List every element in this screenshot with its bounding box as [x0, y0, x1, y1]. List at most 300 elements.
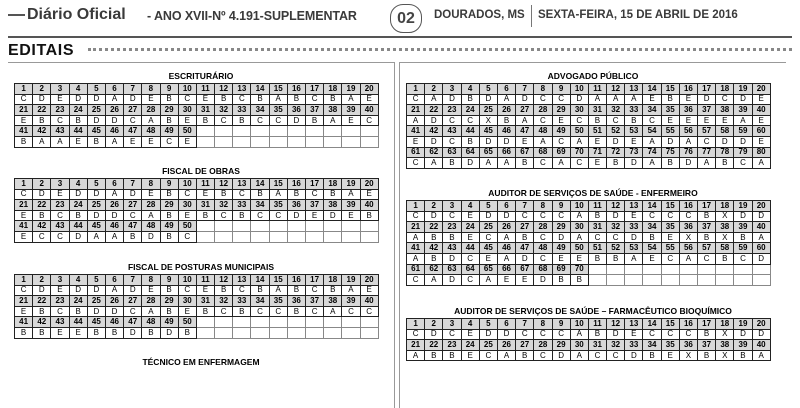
question-number-cell: 13	[625, 84, 643, 95]
answer-cell: C	[661, 211, 679, 222]
question-number-cell: 18	[324, 179, 342, 190]
answer-cell: D	[105, 115, 123, 126]
answer-cell: E	[15, 231, 33, 242]
answer-cell: D	[124, 189, 142, 200]
question-number-cell: 61	[407, 264, 425, 275]
empty-cell	[196, 126, 214, 137]
answer-cell: D	[607, 136, 625, 147]
answer-key-table	[406, 318, 771, 361]
empty-cell	[287, 136, 305, 147]
answer-cell: C	[534, 232, 552, 243]
answer-cell: C	[698, 136, 716, 147]
question-number-cell: 24	[69, 200, 87, 211]
question-number-cell: 27	[124, 105, 142, 116]
answer-cell: A	[342, 94, 360, 105]
empty-cell	[324, 231, 342, 242]
question-number-cell: 7	[124, 275, 142, 286]
question-number-cell: 46	[105, 317, 123, 328]
answer-cell: E	[479, 253, 497, 264]
answer-cell: D	[425, 136, 443, 147]
question-number-cell: 50	[178, 126, 196, 137]
answer-cell: X	[716, 329, 734, 340]
answer-cell: B	[160, 189, 178, 200]
question-number-cell: 8	[142, 275, 160, 286]
answer-cell: D	[87, 115, 105, 126]
answer-cell: D	[33, 189, 51, 200]
question-number-cell: 7	[516, 201, 534, 212]
question-number-cell: 27	[516, 222, 534, 233]
empty-cell	[360, 221, 378, 232]
answer-cell: E	[516, 275, 534, 286]
answer-cell: C	[534, 115, 552, 126]
question-number-cell: 49	[552, 126, 570, 137]
empty-cell	[196, 327, 214, 338]
question-number-cell: 38	[716, 105, 734, 116]
answer-cell: B	[324, 285, 342, 296]
answer-cell: D	[679, 158, 697, 169]
question-number-row	[407, 201, 771, 212]
answer-cell: E	[461, 232, 479, 243]
answer-cell: C	[534, 94, 552, 105]
question-number-row	[407, 84, 771, 95]
question-number-cell: 45	[87, 317, 105, 328]
answer-cell: E	[407, 136, 425, 147]
answer-cell: C	[643, 329, 661, 340]
question-number-cell: 42	[425, 126, 443, 137]
answer-cell: D	[124, 94, 142, 105]
empty-cell	[269, 136, 287, 147]
answer-cell: B	[87, 136, 105, 147]
question-number-cell: 35	[661, 222, 679, 233]
answer-cell: B	[215, 285, 233, 296]
answer-cell: E	[342, 210, 360, 221]
answer-cell: C	[679, 329, 697, 340]
question-number-cell: 67	[516, 264, 534, 275]
empty-cell	[342, 317, 360, 328]
answer-cell: C	[178, 285, 196, 296]
question-number-cell: 44	[69, 221, 87, 232]
question-number-cell: 22	[33, 105, 51, 116]
question-number-cell: 12	[215, 275, 233, 286]
empty-cell	[607, 275, 625, 286]
question-number-cell: 49	[160, 317, 178, 328]
question-number-cell: 35	[661, 105, 679, 116]
answer-cell: B	[497, 115, 515, 126]
answer-cell: B	[461, 94, 479, 105]
question-number-cell: 10	[570, 319, 588, 330]
answer-cell: B	[698, 350, 716, 361]
empty-cell	[251, 231, 269, 242]
answer-cell: C	[534, 253, 552, 264]
empty-cell	[607, 264, 625, 275]
answer-cell: C	[516, 211, 534, 222]
empty-cell	[269, 221, 287, 232]
empty-cell	[342, 231, 360, 242]
question-number-cell: 59	[734, 126, 752, 137]
question-number-cell: 11	[588, 201, 606, 212]
answer-cell: E	[661, 232, 679, 243]
answer-cell: D	[124, 285, 142, 296]
question-number-cell: 2	[425, 319, 443, 330]
answer-cell: D	[734, 211, 752, 222]
question-number-cell: 8	[142, 84, 160, 95]
answer-cell: D	[625, 158, 643, 169]
answer-cell: B	[661, 94, 679, 105]
answer-cell: A	[752, 232, 770, 243]
answer-cell: C	[269, 210, 287, 221]
answer-cell: E	[178, 210, 196, 221]
question-number-cell: 16	[679, 201, 697, 212]
question-number-cell: 11	[196, 84, 214, 95]
answer-cell: C	[178, 231, 196, 242]
answer-cell: E	[196, 285, 214, 296]
question-number-cell: 15	[661, 84, 679, 95]
answer-cell: A	[570, 232, 588, 243]
answer-cell: C	[51, 210, 69, 221]
question-number-cell: 33	[625, 340, 643, 351]
answer-cell: B	[69, 306, 87, 317]
answer-row	[407, 158, 771, 169]
question-number-cell: 14	[643, 201, 661, 212]
answer-cell: D	[534, 275, 552, 286]
question-number-cell: 21	[407, 222, 425, 233]
question-number-cell: 16	[287, 179, 305, 190]
question-number-cell: 8	[142, 179, 160, 190]
question-number-cell: 3	[51, 275, 69, 286]
question-number-cell: 25	[87, 296, 105, 307]
question-number-cell: 37	[306, 200, 324, 211]
empty-cell	[215, 317, 233, 328]
question-number-cell: 43	[51, 317, 69, 328]
empty-cell	[215, 136, 233, 147]
question-number-cell: 26	[497, 340, 515, 351]
question-number-row	[15, 84, 379, 95]
answer-cell: B	[142, 327, 160, 338]
question-number-cell: 28	[534, 222, 552, 233]
answer-key-title: ADVOGADO PÚBLICO	[547, 71, 639, 81]
answer-cell: A	[679, 136, 697, 147]
answer-cell: A	[479, 158, 497, 169]
answer-cell: D	[69, 189, 87, 200]
answer-cell: E	[752, 94, 770, 105]
question-number-cell: 13	[625, 319, 643, 330]
question-number-cell: 38	[716, 340, 734, 351]
answer-cell: E	[461, 211, 479, 222]
question-number-cell: 40	[360, 200, 378, 211]
answer-cell: C	[552, 211, 570, 222]
question-number-cell: 69	[552, 264, 570, 275]
question-number-cell: 37	[698, 105, 716, 116]
empty-cell	[360, 231, 378, 242]
answer-cell: D	[87, 94, 105, 105]
empty-cell	[643, 275, 661, 286]
empty-cell	[196, 231, 214, 242]
answer-cell: D	[287, 210, 305, 221]
answer-cell: B	[69, 210, 87, 221]
question-number-cell: 31	[196, 105, 214, 116]
answer-cell: B	[15, 136, 33, 147]
answer-cell: E	[178, 115, 196, 126]
empty-cell	[342, 327, 360, 338]
question-number-cell: 9	[552, 201, 570, 212]
question-number-cell: 34	[251, 200, 269, 211]
question-number-cell: 37	[306, 296, 324, 307]
empty-cell	[306, 231, 324, 242]
answer-row	[407, 329, 771, 340]
question-number-cell: 66	[497, 147, 515, 158]
answer-cell: D	[69, 94, 87, 105]
answer-cell: E	[69, 327, 87, 338]
answer-cell: E	[142, 285, 160, 296]
question-number-row	[15, 221, 379, 232]
question-number-row	[15, 317, 379, 328]
answer-key-title: AUDITOR DE SERVIÇOS DE SAÚDE – FARMACÊUTICO BIOQUÍMICO	[454, 306, 732, 316]
newspaper-header	[0, 0, 800, 38]
question-number-cell: 28	[142, 296, 160, 307]
answer-cell: B	[160, 210, 178, 221]
answer-cell: E	[661, 115, 679, 126]
question-number-cell: 20	[360, 275, 378, 286]
question-number-cell: 18	[716, 201, 734, 212]
empty-cell	[360, 136, 378, 147]
question-number-cell: 27	[124, 296, 142, 307]
answer-cell: B	[570, 275, 588, 286]
question-number-cell: 26	[497, 105, 515, 116]
question-number-cell: 31	[196, 200, 214, 211]
answer-cell: B	[588, 211, 606, 222]
answer-cell: D	[69, 285, 87, 296]
question-number-cell: 23	[443, 340, 461, 351]
answer-cell: B	[160, 94, 178, 105]
question-number-cell: 48	[534, 243, 552, 254]
answer-cell: C	[661, 329, 679, 340]
empty-cell	[752, 275, 770, 286]
question-number-cell: 29	[160, 105, 178, 116]
question-number-cell: 23	[51, 200, 69, 211]
answer-cell: E	[570, 253, 588, 264]
question-number-cell: 1	[15, 179, 33, 190]
empty-cell	[643, 264, 661, 275]
question-number-cell: 4	[461, 319, 479, 330]
answer-cell: C	[479, 350, 497, 361]
answer-cell: E	[15, 115, 33, 126]
question-number-cell: 45	[479, 243, 497, 254]
empty-cell	[233, 317, 251, 328]
question-number-cell: 63	[443, 147, 461, 158]
empty-cell	[360, 317, 378, 328]
answer-cell: B	[160, 231, 178, 242]
question-number-cell: 35	[269, 105, 287, 116]
section-dotted-rule	[88, 48, 792, 51]
answer-cell: E	[15, 306, 33, 317]
answer-cell: C	[342, 306, 360, 317]
answer-cell: B	[33, 306, 51, 317]
question-number-row	[407, 126, 771, 137]
answer-cell: D	[425, 329, 443, 340]
question-number-row	[407, 340, 771, 351]
question-number-cell: 2	[33, 179, 51, 190]
question-number-cell: 40	[360, 105, 378, 116]
question-number-cell: 49	[160, 126, 178, 137]
answer-cell: E	[497, 275, 515, 286]
answer-cell: C	[269, 115, 287, 126]
question-number-row	[15, 179, 379, 190]
question-number-cell: 37	[698, 340, 716, 351]
answer-cell: D	[625, 232, 643, 243]
question-number-cell: 21	[15, 200, 33, 211]
answer-cell: E	[552, 115, 570, 126]
answer-cell: D	[497, 329, 515, 340]
question-number-cell: 34	[643, 222, 661, 233]
empty-cell	[251, 126, 269, 137]
question-number-cell: 32	[215, 296, 233, 307]
answer-cell: A	[142, 115, 160, 126]
answer-cell: C	[124, 210, 142, 221]
answer-cell: D	[443, 94, 461, 105]
question-number-cell: 27	[516, 340, 534, 351]
question-number-cell: 53	[625, 243, 643, 254]
question-number-cell: 47	[124, 221, 142, 232]
answer-cell: C	[269, 306, 287, 317]
question-number-cell: 28	[142, 105, 160, 116]
empty-cell	[306, 136, 324, 147]
answer-cell: D	[160, 327, 178, 338]
answer-cell: E	[716, 115, 734, 126]
answer-cell: E	[69, 136, 87, 147]
answer-cell: D	[105, 210, 123, 221]
header-separator	[531, 5, 532, 27]
answer-cell: A	[407, 115, 425, 126]
answer-cell: C	[215, 210, 233, 221]
answer-row	[15, 94, 379, 105]
answer-cell: B	[196, 306, 214, 317]
question-number-cell: 31	[588, 222, 606, 233]
answer-cell: A	[87, 231, 105, 242]
empty-cell	[251, 136, 269, 147]
answer-cell: B	[160, 115, 178, 126]
question-number-cell: 43	[51, 221, 69, 232]
empty-cell	[287, 327, 305, 338]
answer-cell: B	[215, 189, 233, 200]
question-number-cell: 58	[716, 126, 734, 137]
question-number-cell: 5	[479, 84, 497, 95]
answer-cell: A	[142, 210, 160, 221]
question-number-cell: 35	[661, 340, 679, 351]
question-number-cell: 70	[570, 264, 588, 275]
question-number-cell: 68	[534, 147, 552, 158]
question-number-cell: 28	[534, 340, 552, 351]
question-number-cell: 6	[497, 201, 515, 212]
answer-cell: E	[625, 136, 643, 147]
question-number-cell: 26	[105, 200, 123, 211]
answer-cell: B	[716, 158, 734, 169]
answer-cell: C	[306, 94, 324, 105]
answer-cell: D	[443, 275, 461, 286]
question-number-row	[15, 200, 379, 211]
answer-cell: B	[516, 350, 534, 361]
answer-cell: B	[124, 231, 142, 242]
question-number-cell: 38	[324, 105, 342, 116]
answer-cell: E	[625, 211, 643, 222]
question-number-cell: 18	[324, 84, 342, 95]
question-number-cell: 25	[87, 105, 105, 116]
question-number-row	[407, 222, 771, 233]
empty-cell	[287, 221, 305, 232]
answer-cell: D	[324, 210, 342, 221]
question-number-cell: 50	[178, 221, 196, 232]
answer-cell: A	[497, 94, 515, 105]
question-number-cell: 48	[534, 126, 552, 137]
question-number-cell: 12	[607, 319, 625, 330]
question-number-cell: 14	[643, 84, 661, 95]
question-number-cell: 8	[534, 84, 552, 95]
answer-row	[15, 189, 379, 200]
answer-cell: C	[306, 189, 324, 200]
question-number-cell: 16	[287, 84, 305, 95]
question-number-cell: 20	[360, 179, 378, 190]
question-number-cell: 32	[215, 105, 233, 116]
answer-cell: A	[425, 158, 443, 169]
answer-cell: B	[516, 232, 534, 243]
answer-cell: B	[425, 232, 443, 243]
answer-cell: D	[479, 211, 497, 222]
question-number-cell: 10	[178, 179, 196, 190]
answer-cell: E	[752, 115, 770, 126]
question-number-cell: 56	[679, 126, 697, 137]
answer-row	[407, 115, 771, 126]
answer-cell: D	[552, 350, 570, 361]
answer-cell: D	[570, 94, 588, 105]
question-number-cell: 60	[752, 126, 770, 137]
question-number-cell: 29	[160, 296, 178, 307]
empty-cell	[306, 126, 324, 137]
question-number-cell: 1	[407, 319, 425, 330]
question-number-cell: 29	[160, 200, 178, 211]
answer-key-title: AUDITOR DE SERVIÇOS DE SAÚDE - ENFERMEIRO	[488, 188, 698, 198]
question-number-cell: 4	[69, 275, 87, 286]
answer-cell: A	[342, 285, 360, 296]
question-number-cell: 18	[716, 84, 734, 95]
answer-cell: B	[196, 210, 214, 221]
answer-cell: D	[33, 94, 51, 105]
publication-title: Diário Oficial	[27, 6, 126, 23]
question-number-cell: 65	[479, 264, 497, 275]
question-number-cell: 38	[324, 200, 342, 211]
answer-cell: C	[251, 306, 269, 317]
question-number-cell: 24	[69, 105, 87, 116]
answer-cell: E	[698, 115, 716, 126]
empty-cell	[233, 126, 251, 137]
answer-cell: C	[443, 329, 461, 340]
question-number-cell: 47	[516, 243, 534, 254]
answer-cell: E	[360, 285, 378, 296]
question-number-cell: 26	[497, 222, 515, 233]
empty-cell	[269, 126, 287, 137]
question-number-cell: 2	[33, 275, 51, 286]
answer-cell: B	[306, 115, 324, 126]
answer-key-title: FISCAL DE OBRAS	[162, 166, 240, 176]
question-number-cell: 45	[87, 221, 105, 232]
answer-cell: X	[679, 232, 697, 243]
answer-cell: B	[607, 253, 625, 264]
answer-cell: B	[643, 350, 661, 361]
answer-cell: C	[251, 115, 269, 126]
question-number-cell: 5	[479, 201, 497, 212]
question-number-cell: 31	[196, 296, 214, 307]
question-number-cell: 9	[160, 179, 178, 190]
answer-cell: B	[33, 327, 51, 338]
answer-cell: D	[607, 329, 625, 340]
